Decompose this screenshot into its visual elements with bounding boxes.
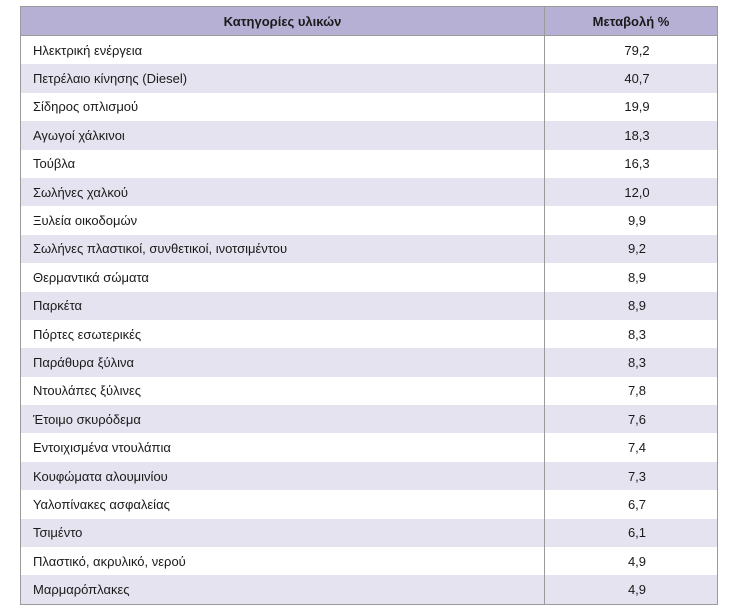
table-row: [21, 150, 718, 178]
material-name-cell: Τούβλα: [21, 150, 545, 178]
material-name-cell: Ξυλεία οικοδομών: [21, 206, 545, 234]
table-row: [21, 490, 718, 518]
material-name-cell: Μαρμαρόπλακες: [21, 575, 545, 604]
table-row: [21, 348, 718, 376]
change-percent-cell: 7,3: [545, 462, 718, 490]
material-name-cell: Ηλεκτρική ενέργεια: [21, 36, 545, 65]
change-percent-cell: 6,7: [545, 490, 718, 518]
table-row: [21, 292, 718, 320]
table-body: [21, 36, 718, 605]
table-row: [21, 377, 718, 405]
material-name-cell: Αγωγοί χάλκινοι: [21, 121, 545, 149]
material-name-cell: Πετρέλαιο κίνησης (Diesel): [21, 64, 545, 92]
change-percent-cell: 79,2: [545, 36, 718, 65]
table-row: [21, 121, 718, 149]
material-name-cell: Παράθυρα ξύλινα: [21, 348, 545, 376]
header-change-percent: Μεταβολή %: [545, 7, 718, 36]
change-percent-cell: 16,3: [545, 150, 718, 178]
table-row: [21, 206, 718, 234]
table-row: [21, 320, 718, 348]
change-percent-cell: 12,0: [545, 178, 718, 206]
table-row: [21, 433, 718, 461]
change-percent-cell: 9,9: [545, 206, 718, 234]
change-percent-cell: 6,1: [545, 519, 718, 547]
materials-price-change-table: [20, 6, 718, 605]
change-percent-cell: 7,8: [545, 377, 718, 405]
material-name-cell: Τσιμέντο: [21, 519, 545, 547]
material-name-cell: Πόρτες εσωτερικές: [21, 320, 545, 348]
material-name-cell: Έτοιμο σκυρόδεμα: [21, 405, 545, 433]
change-percent-cell: 8,9: [545, 263, 718, 291]
change-percent-cell: 9,2: [545, 235, 718, 263]
change-percent-cell: 7,4: [545, 433, 718, 461]
change-percent-cell: 8,9: [545, 292, 718, 320]
material-name-cell: Πλαστικό, ακρυλικό, νερού: [21, 547, 545, 575]
material-name-cell: Σίδηρος οπλισμού: [21, 93, 545, 121]
table-row: [21, 519, 718, 547]
header-material-category: Κατηγορίες υλικών: [21, 7, 545, 36]
material-name-cell: Σωλήνες πλαστικοί, συνθετικοί, ινοτσιμέντου: [21, 235, 545, 263]
table-row: [21, 462, 718, 490]
change-percent-cell: 4,9: [545, 547, 718, 575]
change-percent-cell: 18,3: [545, 121, 718, 149]
change-percent-cell: 8,3: [545, 320, 718, 348]
table-row: [21, 405, 718, 433]
table-header-row: [21, 7, 718, 36]
material-name-cell: Εντοιχισμένα ντουλάπια: [21, 433, 545, 461]
table-row: [21, 93, 718, 121]
table-row: [21, 235, 718, 263]
material-name-cell: Παρκέτα: [21, 292, 545, 320]
material-name-cell: Σωλήνες χαλκού: [21, 178, 545, 206]
table-row: [21, 64, 718, 92]
material-name-cell: Ντουλάπες ξύλινες: [21, 377, 545, 405]
change-percent-cell: 7,6: [545, 405, 718, 433]
change-percent-cell: 19,9: [545, 93, 718, 121]
material-name-cell: Κουφώματα αλουμινίου: [21, 462, 545, 490]
table-row: [21, 178, 718, 206]
table-row: [21, 263, 718, 291]
table-row: [21, 36, 718, 65]
change-percent-cell: 8,3: [545, 348, 718, 376]
table-row: [21, 547, 718, 575]
table-row: [21, 575, 718, 604]
material-name-cell: Θερμαντικά σώματα: [21, 263, 545, 291]
change-percent-cell: 40,7: [545, 64, 718, 92]
change-percent-cell: 4,9: [545, 575, 718, 604]
material-name-cell: Υαλοπίνακες ασφαλείας: [21, 490, 545, 518]
